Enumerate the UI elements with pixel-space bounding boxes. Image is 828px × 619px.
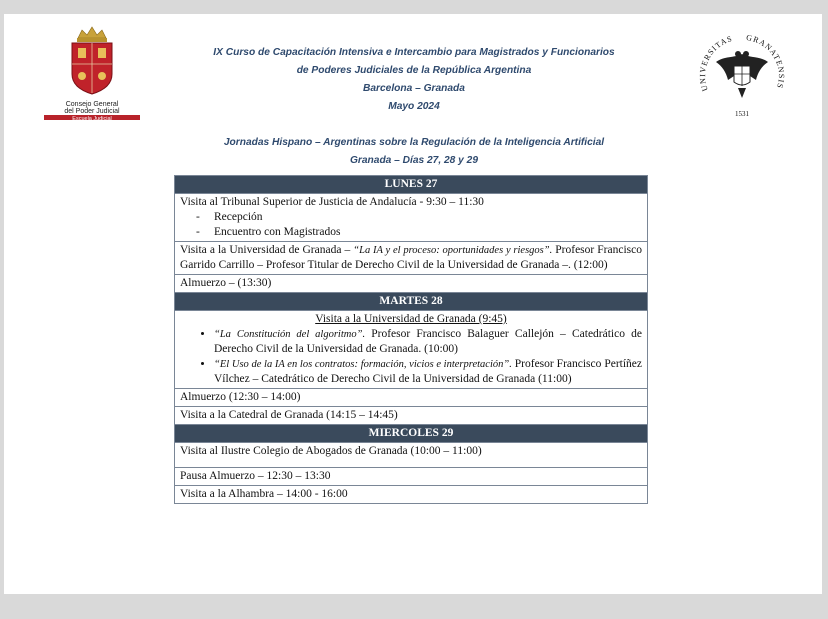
table-row: [175, 407, 648, 425]
table-row: [175, 242, 648, 275]
lunes-univ-pre: Visita a la Universidad de Granada –: [180, 244, 354, 256]
seal-year: 1531: [735, 110, 749, 118]
jornadas-subheader: [144, 134, 684, 170]
header-line2: de Poderes Judiciales de la República Argentina: [296, 65, 532, 76]
table-row: [175, 194, 648, 242]
logo-left-line2: del Poder Judicial: [64, 108, 120, 115]
seal-text-right: GRANATENSIS: [745, 32, 786, 91]
ugr-seal-logo: [694, 28, 790, 124]
table-row: [175, 389, 648, 407]
miercoles-almuerzo: Pausa Almuerzo – 12:30 – 13:30: [175, 468, 648, 486]
list-item: - Encuentro con Magistrados: [196, 226, 341, 238]
martes-almuerzo: Almuerzo (12:30 – 14:00): [175, 389, 648, 407]
shield-icon: [72, 43, 112, 94]
martes-talks-list: [180, 327, 642, 387]
subheader-line1: Jornadas Hispano – Argentinas sobre la Regulación de la Inteligencia Artificial: [223, 137, 605, 148]
table-row: [175, 275, 648, 293]
lunes-univ-post: Profesor Francisco Garrido Carrillo – Profesor Titular de Derecho Civil de la Universidad de Granada –. (12:00): [180, 244, 642, 271]
miercoles-alhambra: Visita a la Alhambra – 14:00 - 16:00: [175, 486, 648, 504]
martes-visit-title: Visita a la Universidad de Granada (9:45): [315, 313, 507, 325]
schedule-table: [174, 175, 648, 504]
martes-talk2-title: “El Uso de la IA en los contratos: formación, vicios e interpretación”.: [214, 359, 512, 370]
list-item: [214, 357, 642, 387]
table-row: [175, 425, 648, 443]
martes-talk1-post: Profesor Francisco Balaguer Callejón – Catedrático de Derecho Civil de la Universidad de Granada. (10:00): [214, 328, 642, 355]
seal-text-left: UNIVERSITAS: [698, 33, 734, 93]
eagle-icon: [716, 51, 768, 98]
lunes-sub-encuentro: Encuentro con Magistrados: [214, 226, 341, 238]
course-header: [144, 44, 684, 116]
lunes-sub-recepcion: Recepción: [214, 211, 263, 223]
martes-universidad-cell: [175, 311, 648, 389]
day-header-lunes: LUNES 27: [175, 176, 648, 194]
day-header-martes: MARTES 28: [175, 293, 648, 311]
list-item: - Recepción: [196, 211, 263, 223]
table-row: [175, 443, 648, 468]
martes-talk2-post: Profesor Francisco Pertíñez Vílchez – Catedrático de Derecho Civil de la Universidad de Granada (11:00): [214, 358, 642, 385]
day-header-miercoles: MIERCOLES 29: [175, 425, 648, 443]
table-row: [175, 486, 648, 504]
cgpj-logo: [44, 24, 140, 120]
crown-icon: [77, 27, 107, 42]
lunes-univ-title: “La IA y el proceso: oportunidades y riesgos”.: [353, 245, 553, 256]
table-row: [175, 293, 648, 311]
header-line1: IX Curso de Capacitación Intensiva e Intercambio para Magistrados y Funcionarios: [213, 47, 615, 58]
subheader-line2: Granada – Días 27, 28 y 29: [350, 155, 478, 166]
logo-left-line1: Consejo General: [65, 101, 119, 108]
table-row: [175, 468, 648, 486]
list-item: [214, 327, 642, 357]
lunes-tribunal-text: Visita al Tribunal Superior de Justicia de Andalucía - 9:30 – 11:30: [180, 196, 484, 208]
lunes-tribunal-cell: [175, 194, 648, 242]
table-row: [175, 311, 648, 389]
logo-left-line3: Escuela Judicial: [72, 116, 112, 120]
header-line4: Mayo 2024: [388, 101, 440, 112]
table-row: [175, 176, 648, 194]
header-line3: Barcelona – Granada: [363, 83, 465, 94]
martes-catedral: Visita a la Catedral de Granada (14:15 – 14:45): [175, 407, 648, 425]
lunes-universidad-cell: [175, 242, 648, 275]
lunes-almuerzo: Almuerzo – (13:30): [175, 275, 648, 293]
martes-talk1-title: “La Constitución del algoritmo”.: [214, 329, 366, 340]
miercoles-colegio: Visita al Ilustre Colegio de Abogados de Granada (10:00 – 11:00): [175, 443, 648, 468]
